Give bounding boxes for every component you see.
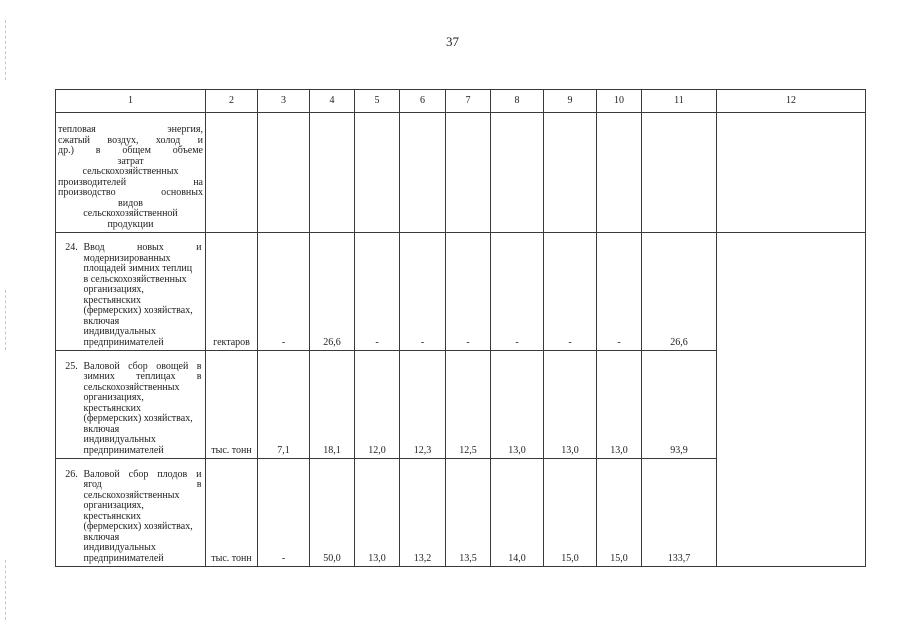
header-cell: 7: [446, 90, 491, 113]
text-line: предпринимателей: [83, 444, 164, 456]
text-line: сельскохозяйственной: [83, 208, 178, 219]
value-cell: 13,0: [597, 351, 642, 459]
text-line: видов: [118, 197, 143, 209]
header-cell: 12: [717, 90, 866, 113]
text-line: включая: [83, 531, 120, 543]
header-row: [56, 90, 866, 113]
header-cell: 5: [355, 90, 400, 113]
header-cell: 10: [597, 90, 642, 113]
value-cell: 18,1: [310, 351, 355, 459]
value-cell: 93,9: [642, 351, 717, 459]
row-text: [84, 470, 202, 565]
text-line: площадей зимних теплиц: [83, 263, 193, 274]
text-line: зимних теплицах в: [83, 371, 202, 382]
header-cell: 6: [400, 90, 446, 113]
text-line: организациях,: [83, 392, 144, 403]
header-cell: 4: [310, 90, 355, 113]
text-line: сельскохозяйственных: [83, 381, 180, 393]
margin-mark-bottom: [5, 560, 8, 620]
value-cell: -: [597, 233, 642, 351]
text-line: крестьянских: [83, 294, 142, 306]
text-line: затрат: [117, 155, 144, 167]
table-cell: [717, 113, 866, 233]
text-line: Ввод новых и: [83, 242, 202, 253]
text-line: крестьянских: [83, 402, 142, 414]
table-cell: [642, 113, 717, 233]
table-cell: [310, 113, 355, 233]
table-cell: [446, 113, 491, 233]
value-cell: 133,7: [642, 459, 717, 567]
unit-cell: гектаров: [206, 233, 258, 351]
row-number: 24.: [65, 242, 78, 253]
header-cell: 3: [258, 90, 310, 113]
unit-cell: тыс. тонн: [206, 351, 258, 459]
text-line: Валовой сбор овощей в: [83, 360, 202, 372]
value-cell: 50,0: [310, 459, 355, 567]
header-cell: 2: [206, 90, 258, 113]
text-line: (фермерских) хозяйствах,: [83, 413, 193, 424]
value-cell: -: [400, 233, 446, 351]
text-line: организациях,: [83, 284, 144, 295]
table-cell: [400, 113, 446, 233]
table-cell: [544, 113, 597, 233]
row-number: 25.: [65, 360, 78, 372]
value-cell: 13,0: [544, 351, 597, 459]
value-cell: -: [355, 233, 400, 351]
text-line: предпринимателей: [83, 336, 164, 348]
value-cell: 13,0: [491, 351, 544, 459]
table-cell: [206, 113, 258, 233]
value-cell: 14,0: [491, 459, 544, 567]
text-line: предпринимателей: [83, 552, 164, 564]
text-line: в сельскохозяйственных: [83, 273, 187, 285]
header-cell: 9: [544, 90, 597, 113]
row-description: [56, 351, 206, 459]
table-cell: [491, 113, 544, 233]
value-cell: 13,0: [355, 459, 400, 567]
row-description: [56, 233, 206, 351]
text-line: сельскохозяйственных: [82, 166, 179, 177]
header-cell: 1: [56, 90, 206, 113]
text-line: продукции: [107, 218, 154, 230]
unit-cell: тыс. тонн: [206, 459, 258, 567]
text-line: организациях,: [83, 500, 144, 511]
value-cell: 15,0: [544, 459, 597, 567]
text-line: тепловая энергия,: [58, 124, 203, 135]
table-cell: [355, 113, 400, 233]
text-line: крестьянских: [83, 510, 142, 522]
value-cell: -: [544, 233, 597, 351]
page-number: 37: [446, 34, 459, 49]
text-line: сельскохозяйственных: [83, 489, 180, 501]
value-cell: 15,0: [597, 459, 642, 567]
continuation-description: [56, 113, 206, 233]
table-row-24: [56, 233, 866, 351]
text-line: (фермерских) хозяйствах,: [83, 521, 193, 532]
value-cell: 12,5: [446, 351, 491, 459]
table-cell: [597, 113, 642, 233]
text-line: индивидуальных: [83, 542, 156, 553]
text-line: др.) в общем объеме: [58, 145, 203, 156]
text-line: производителей на: [58, 176, 203, 188]
data-table: [55, 89, 866, 567]
table-cell: [258, 113, 310, 233]
value-cell: 13,5: [446, 459, 491, 567]
text-line: модернизированных: [83, 252, 171, 264]
value-cell: 26,6: [310, 233, 355, 351]
header-cell: 11: [642, 90, 717, 113]
header-cell: 8: [491, 90, 544, 113]
value-cell: -: [258, 233, 310, 351]
table-row-continuation: [56, 113, 866, 233]
text-line: производство основных: [58, 187, 203, 198]
text-line: включая: [83, 315, 120, 327]
value-cell: 26,6: [642, 233, 717, 351]
row-text: [84, 243, 202, 348]
row-number: 26.: [65, 468, 78, 480]
value-cell: -: [446, 233, 491, 351]
text-line: включая: [83, 423, 120, 435]
row-description: [56, 459, 206, 567]
margin-mark-middle: [5, 290, 8, 350]
text-line: сжатый воздух, холод и: [58, 134, 203, 146]
value-cell: 12,3: [400, 351, 446, 459]
text-line: индивидуальных: [83, 434, 156, 445]
text-line: индивидуальных: [83, 326, 156, 337]
value-cell: 12,0: [355, 351, 400, 459]
text-line: (фермерских) хозяйствах,: [83, 305, 193, 316]
value-cell: 7,1: [258, 351, 310, 459]
text-line: Валовой сбор плодов и: [83, 468, 202, 480]
value-cell: -: [491, 233, 544, 351]
text-line: ягод в: [83, 479, 202, 490]
column-12-cell: [717, 233, 866, 567]
row-text: [84, 362, 202, 457]
value-cell: -: [258, 459, 310, 567]
value-cell: 13,2: [400, 459, 446, 567]
margin-mark-top: [5, 20, 8, 80]
